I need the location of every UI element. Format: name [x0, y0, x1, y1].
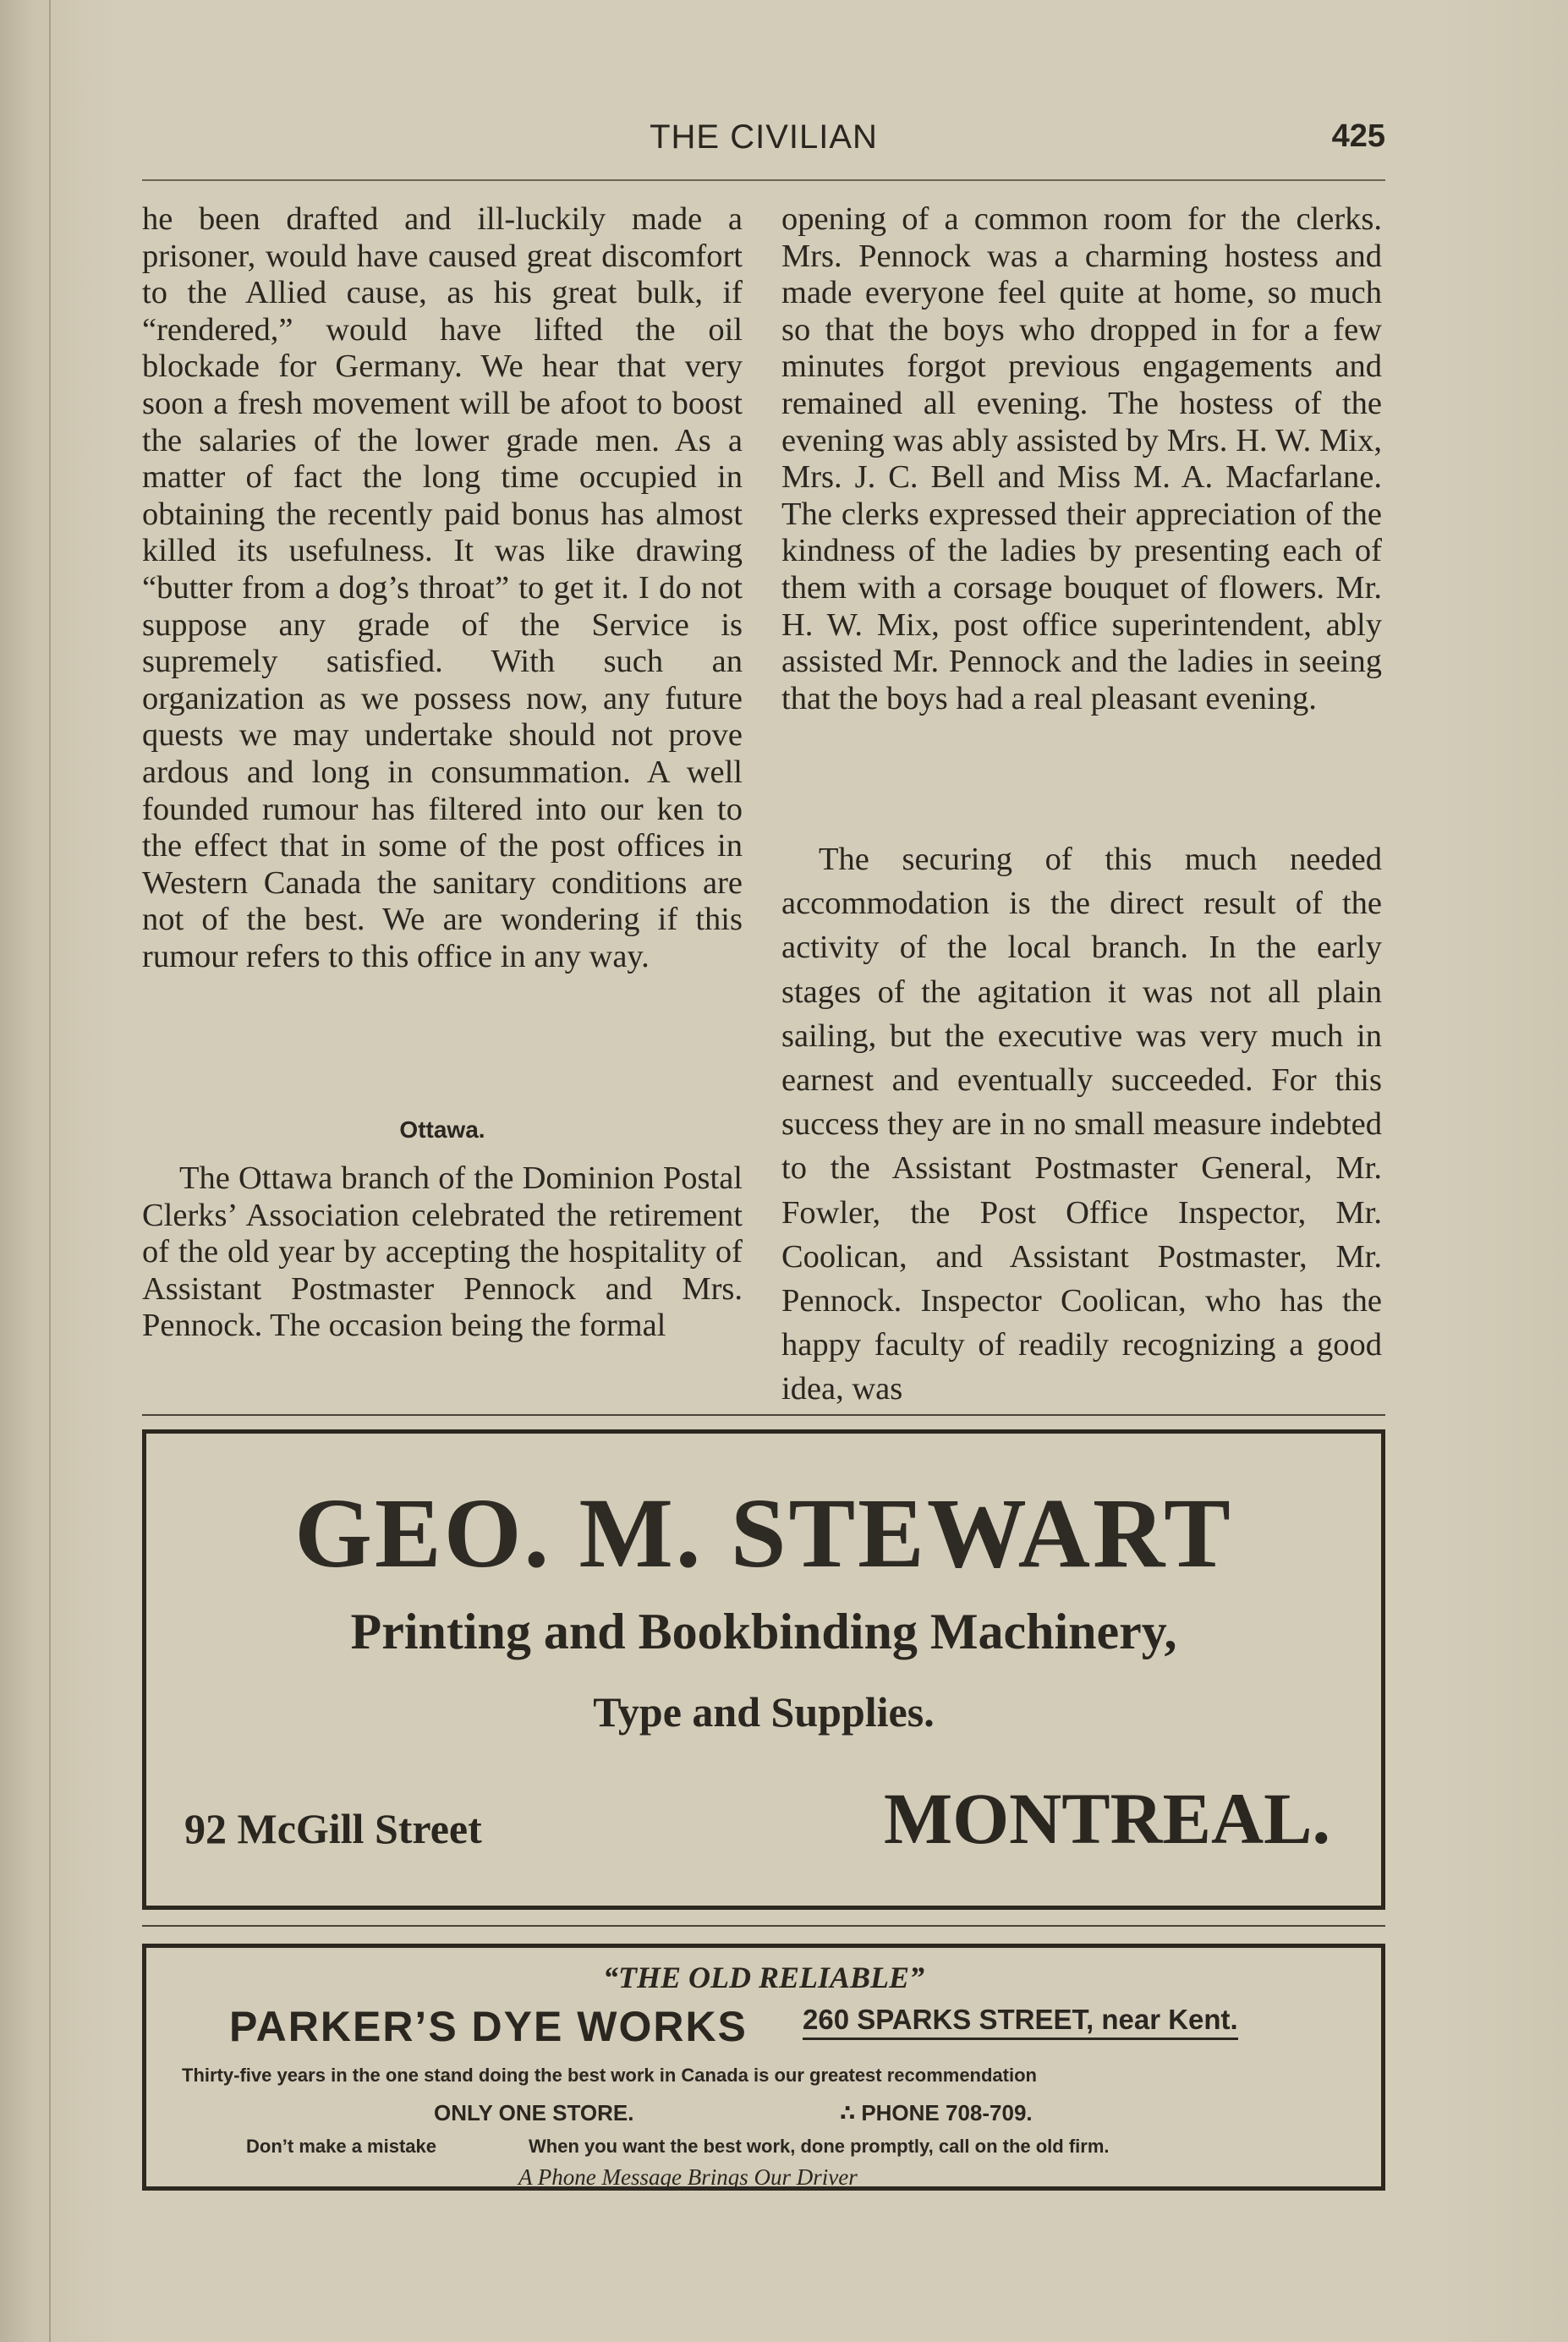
page-number: 425	[1331, 118, 1385, 154]
running-header	[142, 118, 1385, 166]
section-heading-ottawa: Ottawa.	[399, 1116, 485, 1143]
ad-tagline: Printing and Bookbinding Machinery,	[350, 1604, 1177, 1659]
ad-city: MONTREAL.	[884, 1778, 1330, 1859]
advertisement-parker	[142, 1944, 1385, 2191]
ad-street-address: 260 SPARKS STREET, near Kent.	[803, 2004, 1238, 2040]
article-paragraph: he been drafted and ill-luckily made a prisoner, would have caused great discomfort to the Allied cause, as his great bulk, if “rendered,” would have lifted the oil blockade for Germany. We hear that very soon a fresh movement will be afoot to boost the salaries of the lower grade men. As a matter of fact the long time occupied in obtaining the recently paid bonus has almost killed its usefulness. It was like drawing “butter from a dog’s throat” to get it. I do not suppose any grade of the Service is supremely satisfied. With such an organization as we possess now, any future quests we may undertake should not prove ardous and long in consummation. A well founded rumour has filtered into our ken to the effect that in some of the post offices in Western Canada the sanitary conditions are not of the best. We are wondering if this rumour refers to this office in any way.	[142, 201, 743, 974]
header-rule	[142, 179, 1385, 181]
advertisement-stewart	[142, 1429, 1385, 1910]
ad-street-address: 92 McGill Street	[184, 1805, 482, 1852]
article-paragraph: The securing of this much needed accommodation is the direct result of the activity of the local branch. In the early stages of the agitation it was not all plain sailing, but the executive was very much in earnest and eventually succeeded. For this success they are in no small measure indebted to the Assistant Postmaster General, Mr. Fowler, the Post Office Inspector, Mr. Coolican, and Assistant Postmaster, Mr. Pennock. Inspector Coolican, who has the happy faculty of readily recognizing a good idea, was	[781, 842, 1382, 1407]
ad-store-note: ONLY ONE STORE.	[434, 2100, 634, 2125]
article-paragraph: The Ottawa branch of the Dominion Postal Clerks’ Association celebrated the retirement of the old year by accepting the hospitality of Assistant Postmaster Pennock and Mrs. Pennock. The occasion being the formal	[142, 1160, 743, 1343]
section-divider	[142, 1414, 1385, 1416]
advertiser-name: PARKER’S DYE WORKS	[229, 2003, 748, 2050]
left-column	[142, 201, 743, 1345]
ad-mistake-note: Don’t make a mistake	[246, 2136, 436, 2157]
article-paragraph: opening of a common room for the clerks. Mrs. Pennock was a charming hostess and made everyone feel quite at home, so much so that the boys who dropped in for a few minutes forgot previous engagements and remained all evening. The hostess of the evening was ably assisted by Mrs. H. W. Mix, Mrs. J. C. Bell and Miss M. A. Macfarlane. The clerks expressed their appreciation of the kindness of the ladies by presenting each of them with a corsage bouquet of flowers. Mr. H. W. Mix, post office superintendent, ably assisted Mr. Pennock and the ladies in seeing that the boys had a real pleasant evening.	[781, 201, 1382, 716]
ad-phone: ∴ PHONE 708-709.	[840, 2100, 1033, 2125]
ad-recommendation-text: Thirty-five years in the one stand doing the best work in Canada is our greatest recommendation	[182, 2065, 1037, 2086]
right-column	[781, 201, 1382, 1407]
ad-driver-note: A Phone Message Brings Our Driver	[518, 2164, 858, 2190]
section-divider	[142, 1925, 1385, 1927]
ad-tagline: “THE OLD RELIABLE”	[602, 1961, 925, 1994]
advertiser-name: GEO. M. STEWART	[294, 1478, 1233, 1588]
ad-firm-note: When you want the best work, done promptly, call on the old firm.	[529, 2136, 1110, 2157]
journal-title: THE CIVILIAN	[650, 118, 878, 156]
binding-edge	[49, 0, 51, 2342]
ad-subline: Type and Supplies.	[593, 1688, 935, 1736]
